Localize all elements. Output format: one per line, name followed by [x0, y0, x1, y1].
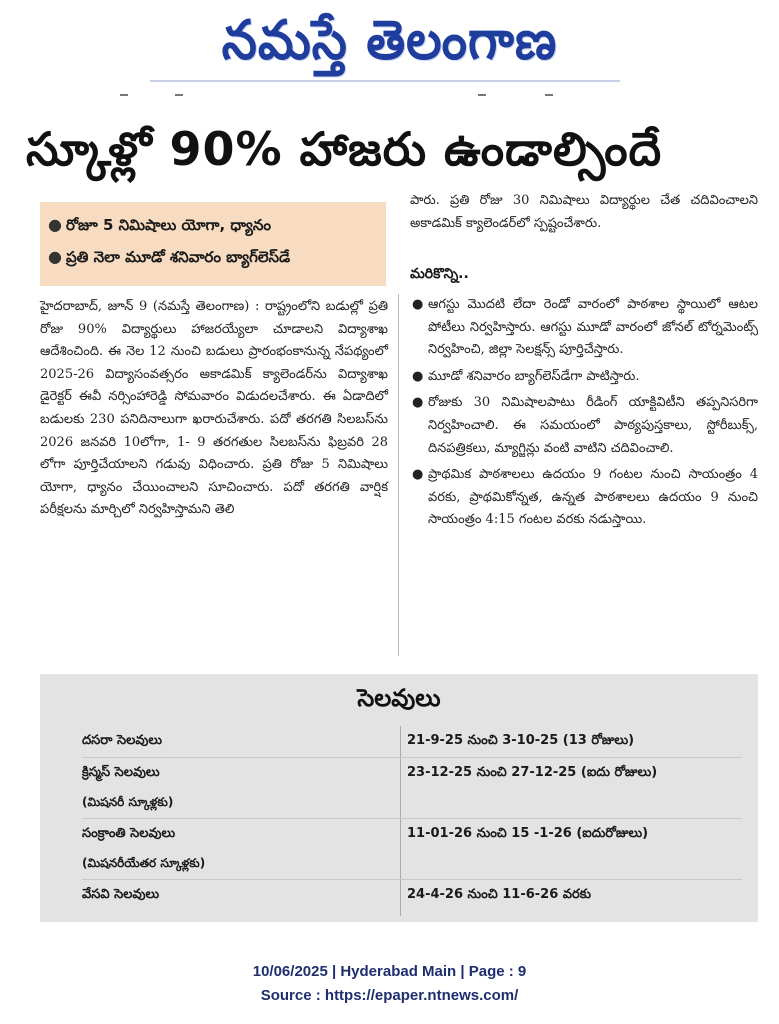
- crop-mark: [120, 94, 128, 102]
- holiday-note: (మిషనరీయేతర స్కూళ్లకు): [82, 856, 206, 870]
- table-row: [82, 819, 742, 880]
- article-subhead: మరికొన్ని..: [410, 266, 469, 282]
- list-item-text: ఆగస్టు మొదటి లేదా రెండో వారంలో పాఠశాల స్థాయిలో ఆటల పోటీలు నిర్వహిస్తారు. ఆగస్టు మూడో వారంలో జోనల్ టోర్నమెంట్స్ నిర్వహించి, జిల్లా సెలక్షన్స్ పూర్తిచేస్తారు.: [428, 297, 758, 358]
- list-item: [410, 392, 758, 460]
- article-paragraph: హైదరాబాద్, జూన్ 9 (నమస్తే తెలంగాణ) : రాష్ట్రంలోని బడుల్లో ప్రతి రోజు 90% విద్యార్థులు హాజరయ్యేలా చూడాలని విద్యాశాఖ ఆదేశించింది. ఈ నెల 12 నుంచి బడులు ప్రారంభంకానున్న నేపథ్యంలో 2025-26 విద్యాసంవత్సరం అకాడమిక్ క్యాలెండర్‌ను విద్యాశాఖ డైరెక్టర్ ఈవీ నర్సింహారెడ్డి సోమవారం విడుదలచేశారు. ఈ ఏడాదిలో బడులకు 230 పనిదినాలుగా ఖరారుచేశారు. పదో తరగతి సిలబస్‌ను 2026 జనవరి 10లోగా, 1- 9 తరగతుల సిలబస్‌ను ఫిబ్రవరి 28 లోగా పూర్తిచేయాలని గడువు విధించారు. ప్రతి రోజు 5 నిమిషాలు యోగా, ధ్యానం చేయించాలని సూచించారు. పదో తరగతి వార్షిక పరీక్షలను మార్చిలో నిర్వహిస్తామని తెలి: [40, 299, 388, 518]
- list-item: [410, 464, 758, 532]
- holiday-name-text: దసరా సెలవులు: [82, 733, 163, 748]
- bullet-icon: ●: [412, 467, 424, 483]
- column-divider: [398, 294, 399, 656]
- crop-mark: [545, 94, 553, 102]
- list-item: [410, 294, 758, 362]
- highlight-text: ప్రతి నెలా మూడో శనివారం బ్యాగ్‌లెస్‌డే: [66, 248, 291, 266]
- crop-mark: [175, 94, 183, 102]
- article-column-right-continuation: [410, 190, 758, 250]
- highlights-box: [40, 202, 386, 286]
- holiday-dates: 24-4-26 నుంచి 11-6-26 వరకు: [407, 887, 592, 902]
- holiday-name-text: క్రిస్మస్ సెలవులు: [82, 765, 160, 780]
- bullet-icon: ●: [412, 297, 424, 312]
- highlight-item: [40, 210, 386, 240]
- highlight-item: [40, 242, 386, 272]
- table-row: [82, 726, 742, 758]
- newspaper-logo: నమస్తే తెలంగాణ: [221, 8, 558, 72]
- footer-source-link[interactable]: Source : https://epaper.ntnews.com/: [260, 987, 519, 1004]
- masthead-rule: [150, 80, 620, 82]
- masthead: [0, 0, 779, 88]
- table-row: [82, 758, 742, 819]
- bullet-icon: ●: [48, 247, 62, 266]
- article-column-left: [40, 296, 388, 666]
- holiday-dates: 21-9-25 నుంచి 3-10-25 (13 రోజులు): [407, 733, 635, 748]
- bullet-icon: ●: [412, 368, 424, 384]
- article-headline: స్కూళ్లో 90% హాజరు ఉండాల్సిందే: [26, 122, 663, 176]
- holiday-name-text: వేసవి సెలవులు: [82, 887, 160, 902]
- holiday-note: (మిషనరీ స్కూళ్లకు): [82, 795, 174, 809]
- page-footer: [0, 960, 779, 1008]
- holiday-name: [82, 758, 392, 816]
- crop-marks: [0, 94, 779, 102]
- holiday-name-text: సంక్రాంతి సెలవులు: [82, 826, 176, 841]
- holiday-name: [82, 819, 392, 877]
- holiday-name: [82, 880, 392, 910]
- list-item-text: మూడో శనివారం బ్యాగ్‌లెస్‌డేగా పాటిస్తారు.: [428, 368, 640, 384]
- footer-edition-info: 10/06/2025 | Hyderabad Main | Page : 9: [252, 963, 527, 980]
- article-paragraph: పారు. ప్రతి రోజు 30 నిమిషాలు విద్యార్థుల చేత చదివించాలని అకాడమిక్ క్యాలెండర్‌లో స్పష్టంచేశారు.: [410, 193, 758, 231]
- holidays-title: సెలవులు: [357, 684, 441, 712]
- list-item-text: ప్రాథమిక పాఠశాలలు ఉదయం 9 గంటల నుంచి సాయంత్రం 4 వరకు, ప్రాథమికోన్నత, ఉన్నత పాఠశాలలు ఉదయం 9 నుంచి సాయంత్రం 4:15 గంటల వరకు నడుస్తాయి.: [428, 467, 758, 528]
- table-row: [82, 880, 742, 911]
- list-item: [410, 366, 758, 389]
- holiday-name: [82, 726, 392, 756]
- holiday-dates: 23-12-25 నుంచి 27-12-25 (ఐదు రోజులు): [407, 765, 658, 780]
- highlight-text: రోజూ 5 నిమిషాలు యోగా, ధ్యానం: [66, 216, 271, 234]
- crop-mark: [478, 94, 486, 102]
- holidays-box: [40, 674, 758, 922]
- points-list: [410, 294, 758, 532]
- article-column-right: [410, 294, 758, 664]
- list-item-text: రోజుకు 30 నిమిషాలపాటు రీడింగ్ యాక్టివిటీని తప్పనిసరిగా నిర్వహించాలి. ఈ సమయంలో పాఠ్యపుస్తకాలు, స్టోరీబుక్స్, దినపత్రికలు, మ్యాగ్జిన్లు వంటి వాటిని చదివించాలి.: [428, 395, 758, 456]
- bullet-icon: ●: [412, 395, 424, 411]
- bullet-icon: ●: [48, 215, 62, 234]
- holiday-dates: 11-01-26 నుంచి 15 -1-26 (ఐదురోజులు): [407, 826, 649, 841]
- holidays-table: [82, 726, 742, 916]
